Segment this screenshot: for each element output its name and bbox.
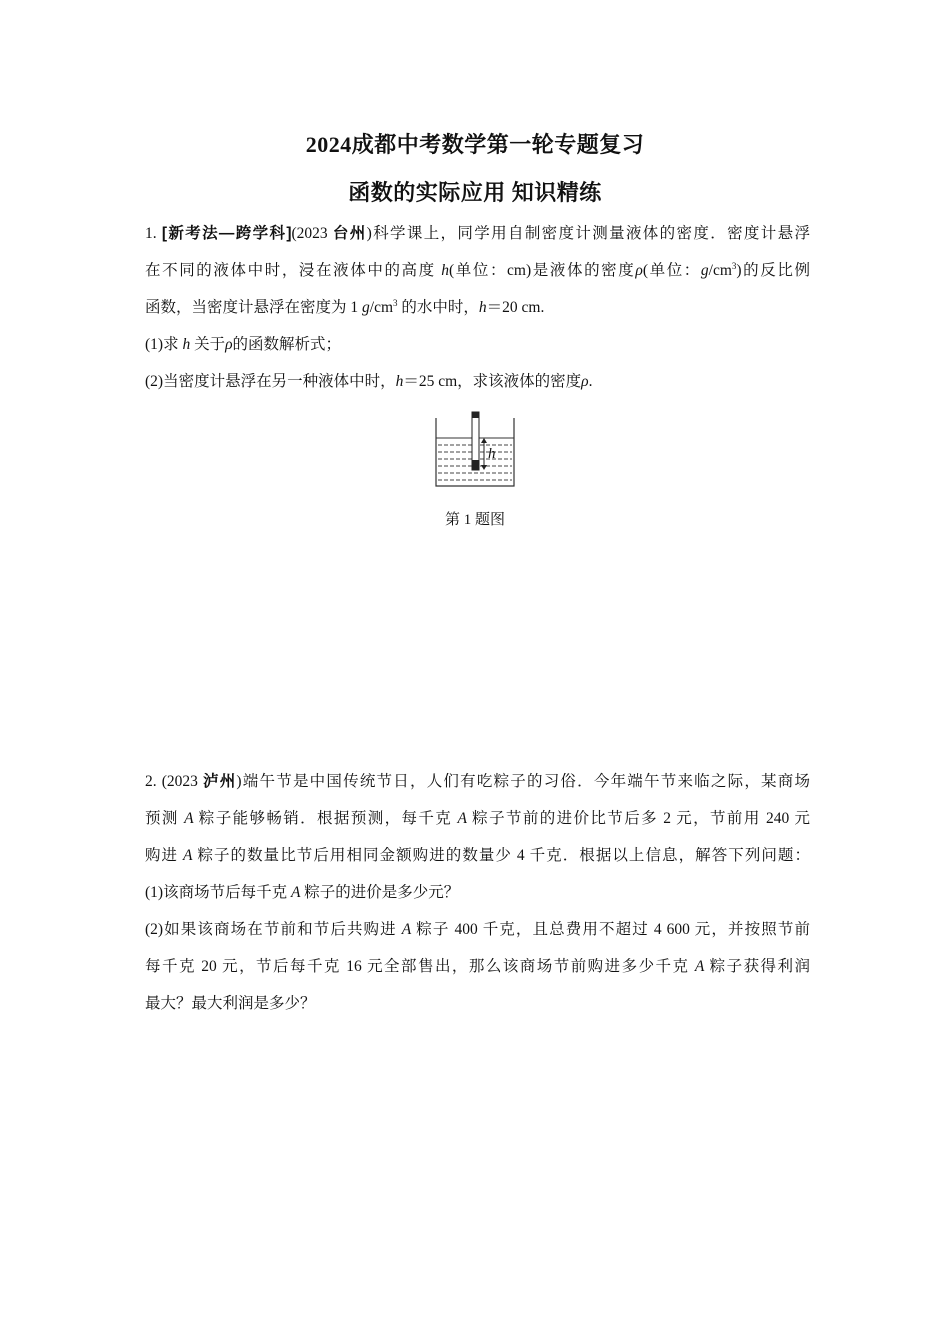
text: 粽子能够畅销．根据预测，每千克 — [193, 810, 458, 827]
document-title: 2024成都中考数学第一轮专题复习 — [305, 132, 645, 157]
text: 关于 — [190, 336, 226, 353]
var-rho: ρ — [225, 336, 233, 353]
text: 粽子获得利润 — [704, 958, 810, 975]
q1-source-place: 台州 — [332, 225, 367, 242]
text: )端午节是中国传统节日，人们有吃粽子的习俗．今年端午节来临之际，某商场 — [236, 773, 810, 790]
text: 在不同的液体中时，浸在液体中的高度 — [145, 262, 442, 279]
var-A: A — [401, 921, 412, 938]
q1-line-1 — [145, 223, 810, 245]
q2-subquestion-2-line-1 — [145, 919, 810, 941]
text: ＝20 cm. — [486, 299, 545, 316]
q1-text: )科学课上，同学用自制密度计测量液体的密度．密度计悬浮 — [366, 225, 810, 242]
q1-line-3 — [145, 297, 810, 319]
text: 粽子的数量比节后用相同金额购进的数量少 4 千克．根据以上信息，解答下列问题： — [192, 847, 810, 864]
text: 购进 — [145, 847, 184, 864]
unit-g: g — [700, 262, 709, 279]
text: )的反比例 — [736, 262, 810, 279]
text: 粽子的进价是多少元？ — [300, 884, 460, 901]
text: (单位： — [642, 262, 701, 279]
text: (2)当密度计悬浮在另一种液体中时， — [145, 373, 396, 390]
text: 每千克 20 元，节后每千克 16 元全部售出，那么该商场节前购进多少千克 — [145, 958, 695, 975]
text: 最大？最大利润是多少？ — [145, 995, 316, 1012]
q2-source-place: 泸州 — [202, 773, 237, 790]
text: /cm — [369, 299, 394, 316]
var-A: A — [290, 884, 301, 901]
densimeter-figure — [434, 410, 516, 490]
q1-tag: [新考法—跨学科] — [161, 225, 292, 242]
q2-subquestion-2-line-2 — [145, 956, 810, 978]
height-label: h — [488, 446, 496, 462]
text: 预测 — [145, 810, 185, 827]
var-h: h — [182, 336, 191, 353]
text: /cm — [708, 262, 732, 279]
q2-source-prefix: (2023 — [161, 773, 203, 790]
document-subtitle: 函数的实际应用 知识精练 — [348, 180, 602, 205]
var-A: A — [694, 958, 705, 975]
q2-line-1 — [145, 771, 810, 793]
q2-line-3 — [145, 845, 810, 867]
q1-number: 1. — [145, 225, 162, 242]
var-h: h — [395, 373, 404, 390]
figure-caption: 第 1 题图 — [444, 512, 505, 528]
text: 函数，当密度计悬浮在密度为 1 — [145, 299, 363, 316]
q2-subquestion-1 — [145, 882, 810, 904]
q2-line-2 — [145, 808, 810, 830]
var-A: A — [183, 847, 193, 864]
text: (1)该商场节后每千克 — [145, 884, 291, 901]
text: 的函数解析式； — [232, 336, 342, 353]
q1-source-prefix: (2023 — [291, 225, 333, 242]
text: . — [588, 373, 593, 390]
unit-g: g — [362, 299, 370, 316]
var-A: A — [457, 810, 467, 827]
var-h: h — [478, 299, 487, 316]
superscript: 3 — [731, 260, 737, 271]
text: (2)如果该商场在节前和节后共购进 — [145, 921, 402, 938]
text: 粽子节前的进价比节后多 2 元，节前用 240 元 — [466, 810, 810, 827]
text: 粽子 400 千克，且总费用不超过 4 600 元，并按照节前 — [411, 921, 810, 938]
text: (单位：cm)是液体的密度 — [448, 262, 636, 279]
text: 的水中时， — [397, 299, 479, 316]
q1-subquestion-2 — [145, 371, 810, 393]
var-h: h — [441, 262, 449, 279]
text: (1)求 — [145, 336, 183, 353]
beaker-diagram-icon — [434, 410, 516, 490]
var-A: A — [184, 810, 194, 827]
q2-subquestion-2-line-3 — [145, 993, 810, 1015]
text: ＝25 cm，求该液体的密度 — [403, 373, 582, 390]
var-rho: ρ — [635, 262, 643, 279]
var-rho: ρ — [581, 373, 589, 390]
q1-line-2 — [145, 260, 810, 282]
q2-number: 2. — [145, 773, 162, 790]
superscript: 3 — [393, 297, 398, 308]
q1-subquestion-1 — [145, 334, 810, 356]
